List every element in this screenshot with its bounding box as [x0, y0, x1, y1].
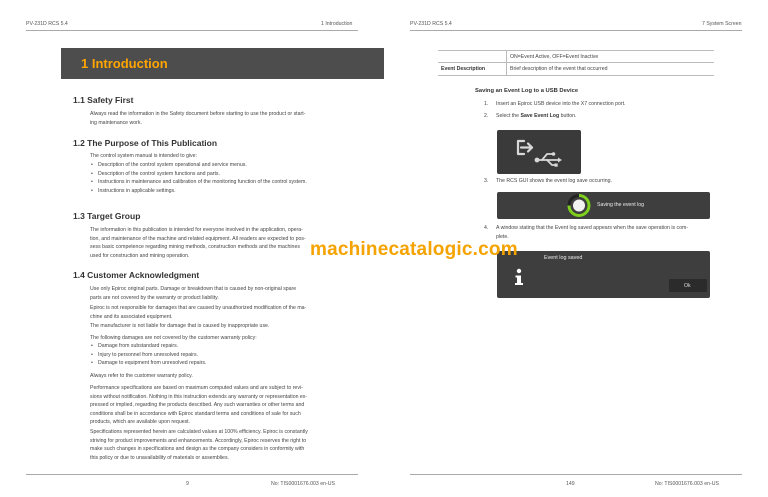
text-line: this policy or due to unavailability of materials or assemblies.: [90, 454, 229, 461]
text-line: sess basic competence regarding mining methods, construction methods and the machines: [90, 244, 300, 251]
text-line: tion, and maintenance of the machine and related equipment. All readers are expected to pos-: [90, 235, 306, 242]
step-text-part: Select the: [496, 113, 521, 119]
step-number: 3.: [484, 178, 489, 184]
progress-ring-icon: [564, 192, 594, 219]
text-line: pressed or implied, regarding the products described. Any such warranties or other terms and: [90, 402, 305, 409]
text-line: Always read the information in the Safety document before starting to use the product or start-: [90, 111, 306, 117]
running-header-right: 7 System Screen: [702, 21, 742, 27]
saving-progress-text: Saving the event log: [597, 202, 645, 208]
running-header-left: PV-231D RCS 5.4: [410, 21, 452, 27]
text-line: Performance specifications are based on maximum computed values and are subject to revi-: [90, 385, 303, 391]
text-line: ing maintenance work.: [90, 119, 142, 126]
ok-button-label: Ok: [684, 283, 691, 289]
list-item: • Damage to equipment from unresolved repairs.: [90, 359, 328, 368]
list-item: • Damage from substandard repairs.: [90, 342, 328, 351]
table-column-divider: [506, 50, 507, 75]
step-text-bold: Save Event Log: [520, 113, 560, 119]
event-log-saved-dialog: [497, 251, 710, 298]
customer-p7: [90, 428, 328, 462]
header-rule: [410, 30, 742, 31]
text-line: chine and its associated equipment.: [90, 313, 173, 320]
page-number: 149: [566, 481, 575, 487]
section-heading-target: 1.3 Target Group: [73, 211, 141, 221]
table-rule: [438, 50, 714, 51]
table-row-label: Event Description: [441, 66, 486, 72]
text-line: A window stating that the Event log saved appears when the save operation is com-: [496, 225, 689, 231]
section-heading-safety: 1.1 Safety First: [73, 95, 134, 105]
customer-p1: [90, 285, 328, 302]
section-heading-customer: 1.4 Customer Acknowledgment: [73, 270, 200, 280]
step-text-part: button.: [559, 113, 577, 119]
text-line: Specifications represented herein are calculated values at 100% efficiency. Epiroc is constantly: [90, 429, 308, 435]
saving-progress-panel: [497, 192, 710, 219]
usb-save-icon: [497, 130, 581, 174]
text-line: The information in this publication is intended for everyone involved in the application, opera-: [90, 227, 303, 233]
chapter-title: 1 Introduction: [81, 56, 168, 71]
list-item: • Instructions in applicable settings.: [90, 187, 328, 196]
header-rule: [26, 30, 358, 31]
step-number: 2.: [484, 113, 489, 119]
footer-rule: [410, 474, 742, 475]
purpose-intro: The control system manual is intended to give:: [90, 153, 197, 159]
table-cell: ON=Event Active, OFF=Event Inactive: [510, 54, 599, 60]
list-item: • Instructions in maintenance and calibration of the monitoring function of the control system.: [90, 178, 328, 187]
text-line: make such changes in specifications and design as the company considers in conformity with: [90, 446, 305, 453]
table-rule: [438, 75, 714, 76]
page-number: 9: [186, 481, 189, 487]
table-rule: [438, 62, 714, 63]
step-text: The RCS GUI shows the event log save occurring.: [496, 178, 612, 184]
list-item: • Description of the control system operational and service menus.: [90, 161, 328, 170]
dialog-title: Event log saved: [544, 255, 583, 261]
customer-p5: Always refer to the customer warranty policy.: [90, 373, 193, 379]
step-text: [496, 224, 716, 241]
footer-rule: [26, 474, 358, 475]
safety-paragraph: [90, 110, 328, 127]
text-line: Use only Epiroc original parts. Damage or breakdown that is caused by non-original spare: [90, 286, 297, 292]
list-item: • Description of the control system functions and parts.: [90, 170, 328, 179]
step-text: Insert an Epiroc USB device into the X7 connection port.: [496, 101, 626, 107]
customer-p3: The manufacturer is not liable for damage that is caused by inappropriate use.: [90, 323, 270, 329]
info-icon: [512, 268, 526, 286]
watermark: machinecatalogic.com: [310, 239, 518, 260]
text-line: Epiroc is not responsible for damages that are caused by unauthorized modification of the ma-: [90, 305, 307, 311]
list-item: • Injury to personnel from unresolved repairs.: [90, 351, 328, 360]
section-heading-purpose: 1.2 The Purpose of This Publication: [73, 138, 218, 148]
text-line: parts are not covered by the warranty or product liability.: [90, 294, 219, 301]
table-cell: Brief description of the event that occurred: [510, 66, 608, 72]
step-number: 4.: [484, 225, 489, 231]
text-line: striving for product improvements and enhancements. Accordingly, Epiroc reserves the right to: [90, 437, 307, 444]
running-header-right: 1 Introduction: [321, 21, 353, 27]
text-line: sions without notification. Nothing in this instruction extends any warranty or representation ex-: [90, 393, 308, 400]
text-line: used for construction and mining operation.: [90, 252, 190, 259]
chapter-banner: [61, 48, 384, 79]
step-text: [496, 112, 716, 121]
running-header-left: PV-231D RCS 5.4: [26, 21, 68, 27]
customer-p6: [90, 384, 328, 427]
text-line: conditions shall be in accordance with Epiroc standard terms and conditions of sale for such: [90, 410, 301, 417]
ok-button[interactable]: [669, 279, 707, 292]
customer-p4: The following damages are not covered by the customer warranty policy:: [90, 335, 257, 341]
customer-bullet-list: [90, 342, 328, 368]
text-line: products, which are available upon request.: [90, 419, 191, 426]
save-event-log-button[interactable]: [497, 130, 581, 174]
document-number: No: TIS0001676.003 en-US: [271, 481, 335, 487]
purpose-bullet-list: [90, 161, 328, 195]
document-number: No: TIS0001676.003 en-US: [655, 481, 719, 487]
text-line: plete.: [496, 233, 509, 240]
customer-p2: [90, 304, 328, 321]
subheading: Saving an Event Log to a USB Device: [475, 88, 579, 94]
target-paragraph: [90, 226, 328, 260]
step-number: 1.: [484, 101, 489, 107]
